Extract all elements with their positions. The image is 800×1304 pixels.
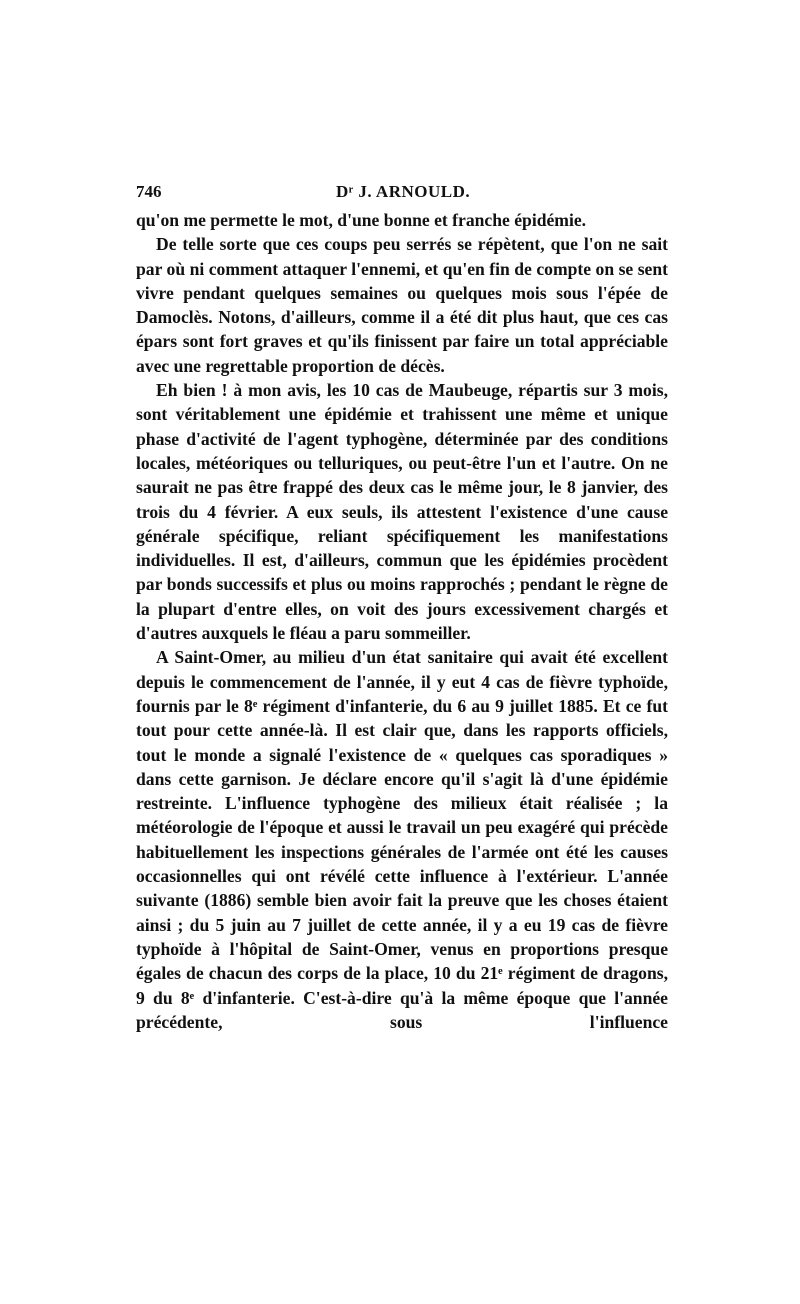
paragraph: A Saint-Omer, au milieu d'un état sanitaire qui avait été excellent depuis le commencement de l'année, il y eut 4 cas de fièvre typhoïde, fournis par le 8ᵉ régiment d'infanterie, du 6 au 9 juillet 1885. Et ce fut tout pour cette année-là. Il est clair que, dans les rapports officiels, tout le monde a signalé l'existence de « quelques cas sporadiques » dans cette garnison. Je déclare encore qu'il s'agit là d'une épidémie restreinte. L'influence typhogène des milieux était réalisée ; la météorologie de l'époque et aussi le travail un peu exagéré qui précède habituellement les inspections générales de l'armée ont été les causes occasionnelles qui ont révélé cette influence à l'extérieur. L'année suivante (1886) semble bien avoir fait la preuve que les choses étaient ainsi ; du 5 juin au 7 juillet de cette année, il y a eu 19 cas de fièvre typhoïde à l'hôpital de Saint-Omer, venus en proportions presque égales de chacun des corps de la place, 10 du 21ᵉ régiment de dragons, 9 du 8ᵉ d'infanterie. C'est-à-dire qu'à la même époque que l'année précédente, sous l'influence [136,647,668,1032]
body-text [136,208,668,1034]
running-head: Dʳ J. ARNOULD. [336,182,471,201]
book-page [136,178,668,1034]
page-number: 746 [136,182,162,201]
paragraph: Eh bien ! à mon avis, les 10 cas de Maubeuge, répartis sur 3 mois, sont véritablement une épidémie et trahissent une même et unique phase d'activité de l'agent typhogène, déterminée par des conditions locales, météoriques ou telluriques, ou peut-être l'un et l'autre. On ne saurait ne pas être frappé des deux cas le même jour, le 8 janvier, des trois du 4 février. A eux seuls, ils attestent l'existence d'une cause générale spécifique, reliant spécifiquement les manifestations individuelles. Il est, d'ailleurs, commun que les épidémies procèdent par bonds successifs et plus ou moins rapprochés ; pendant le règne de la plupart d'entre elles, on voit des jours excessivement chargés et d'autres auxquels le fléau a paru sommeiller. [136,380,668,644]
page-header [136,178,668,208]
paragraph: De telle sorte que ces coups peu serrés se répètent, que l'on ne sait par où ni comment attaquer l'ennemi, et qu'en fin de compte on se sent vivre pendant quelques semaines ou quelques mois sous l'épée de Damoclès. Notons, d'ailleurs, comme il a été dit plus haut, que ces cas épars sont fort graves et qu'ils finissent par faire un total appréciable avec une regrettable proportion de décès. [136,234,668,376]
paragraph-continued: qu'on me permette le mot, d'une bonne et franche épidémie. [136,210,587,230]
